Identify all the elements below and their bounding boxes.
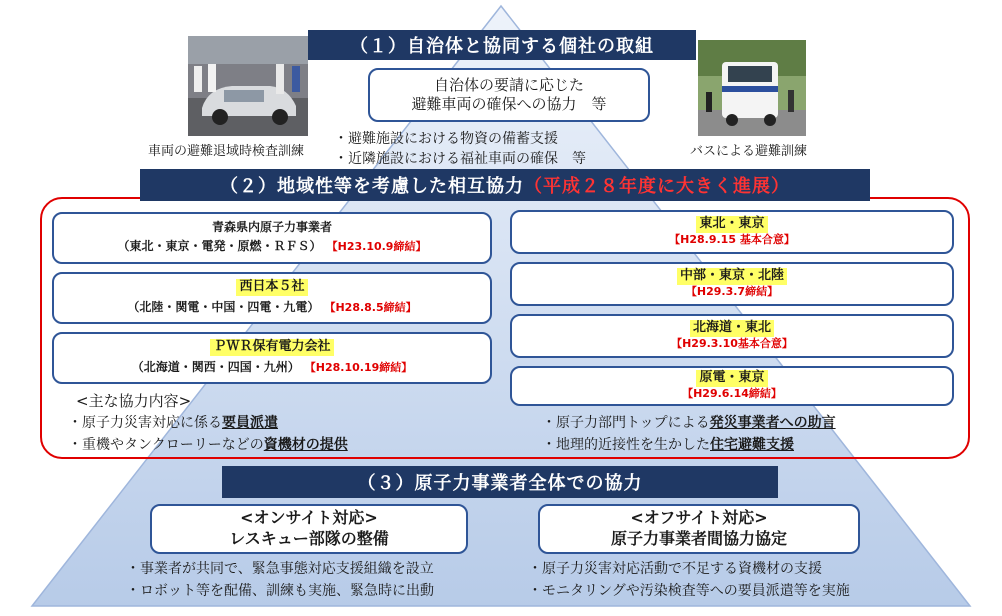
underlined-term: 住宅避難支援 bbox=[710, 437, 794, 453]
agreement-name: ＰＷＲ保有電力会社 bbox=[210, 339, 333, 356]
right-bullet-2: ・地理的近接性を生かした住宅避難支援 bbox=[542, 437, 794, 453]
onsite-bullet-2: ・ロボット等を配備、訓練も実施、緊急時に出動 bbox=[126, 583, 434, 599]
agreement-box-tohoku-tokyo bbox=[510, 210, 954, 254]
offsite-bullet-1: ・原子力災害対応活動で不足する資機材の支援 bbox=[528, 561, 822, 577]
section3-banner bbox=[222, 466, 778, 498]
offsite-heading: <オフサイト対応> bbox=[630, 508, 768, 528]
right-photo-caption: バスによる避難訓練 bbox=[690, 144, 808, 159]
offsite-box bbox=[538, 504, 860, 554]
agreement-box-chubu-tokyo-hokuriku bbox=[510, 262, 954, 306]
agreement-date: 【H29.6.14締結】 bbox=[682, 387, 782, 401]
agreement-date: 【H29.3.7締結】 bbox=[685, 285, 779, 299]
section2-banner bbox=[140, 169, 870, 201]
agreement-date: 【H23.10.9締結】 bbox=[326, 240, 427, 254]
agreement-box-genden-tokyo bbox=[510, 366, 954, 406]
onsite-heading: <オンサイト対応> bbox=[240, 508, 378, 528]
agreement-box-pwr bbox=[52, 332, 492, 384]
underlined-term: 要員派遣 bbox=[222, 415, 278, 431]
agreement-members: （東北・東京・電発・原燃・ＲＦＳ） bbox=[117, 239, 322, 254]
section1-center-box bbox=[368, 68, 650, 122]
section2-title-highlight: （平成２８年度に大きく進展） bbox=[524, 176, 790, 197]
section1-banner bbox=[308, 30, 696, 60]
left-bullet-2: ・重機やタンクローリーなどの資機材の提供 bbox=[68, 437, 348, 453]
left-photo-caption: 車両の避難退域時検査訓練 bbox=[148, 144, 305, 159]
left-bullet-1: ・原子力災害対応に係る要員派遣 bbox=[68, 415, 278, 431]
agreement-box-aomori bbox=[52, 212, 492, 264]
section1-box-line2: 避難車両の確保への協力 等 bbox=[411, 95, 607, 113]
agreement-members: （北海道・関西・四国・九州） bbox=[131, 360, 300, 375]
agreement-members: （北陸・関電・中国・四電・九電） bbox=[127, 300, 320, 315]
right-bullet-1: ・原子力部門トップによる発災事業者への助言 bbox=[542, 415, 836, 431]
agreement-date: 【H28.9.15 基本合意】 bbox=[669, 233, 795, 247]
underlined-term: 発災事業者への助言 bbox=[709, 415, 836, 431]
underlined-term: 資機材の提供 bbox=[263, 437, 348, 453]
onsite-subtitle: レスキュー部隊の整備 bbox=[229, 529, 389, 548]
onsite-box bbox=[150, 504, 468, 554]
agreement-box-hokkaido-tohoku bbox=[510, 314, 954, 358]
bus-evacuation-photo bbox=[698, 40, 806, 136]
agreement-name: 青森県内原子力事業者 bbox=[211, 219, 332, 234]
agreement-name: 原電・東京 bbox=[696, 370, 767, 387]
section1-box-line1: 自治体の要請に応じた bbox=[433, 75, 584, 94]
section3-title: （３）原子力事業者全体での協力 bbox=[357, 473, 643, 494]
onsite-bullet-1: ・事業者が共同で、緊急事態対応支援組織を設立 bbox=[126, 561, 434, 577]
section1-title: （１）自治体と協同する個社の取組 bbox=[350, 36, 654, 57]
agreement-name: 東北・東京 bbox=[696, 216, 767, 233]
vehicle-inspection-photo bbox=[188, 36, 308, 136]
section1-bullet-1: ・避難施設における物資の備蓄支援 bbox=[334, 131, 558, 147]
agreement-name: 西日本５社 bbox=[236, 279, 307, 296]
cooperation-heading: <主な協力内容> bbox=[76, 392, 192, 410]
agreement-date: 【H28.8.5締結】 bbox=[324, 301, 417, 315]
agreement-box-west-japan bbox=[52, 272, 492, 324]
section1-bullet-2: ・近隣施設における福祉車両の確保 等 bbox=[334, 151, 586, 167]
agreement-name: 北海道・東北 bbox=[690, 320, 774, 337]
section2-title: （２）地域性等を考慮した相互協力 bbox=[220, 176, 524, 197]
agreement-date: 【H29.3.10基本合意】 bbox=[671, 337, 793, 351]
agreement-date: 【H28.10.19締結】 bbox=[304, 361, 413, 375]
offsite-bullet-2: ・モニタリングや汚染検査等への要員派遣等を実施 bbox=[528, 583, 850, 599]
agreement-name: 中部・東京・北陸 bbox=[677, 268, 787, 285]
offsite-subtitle: 原子力事業者間協力協定 bbox=[610, 529, 787, 548]
